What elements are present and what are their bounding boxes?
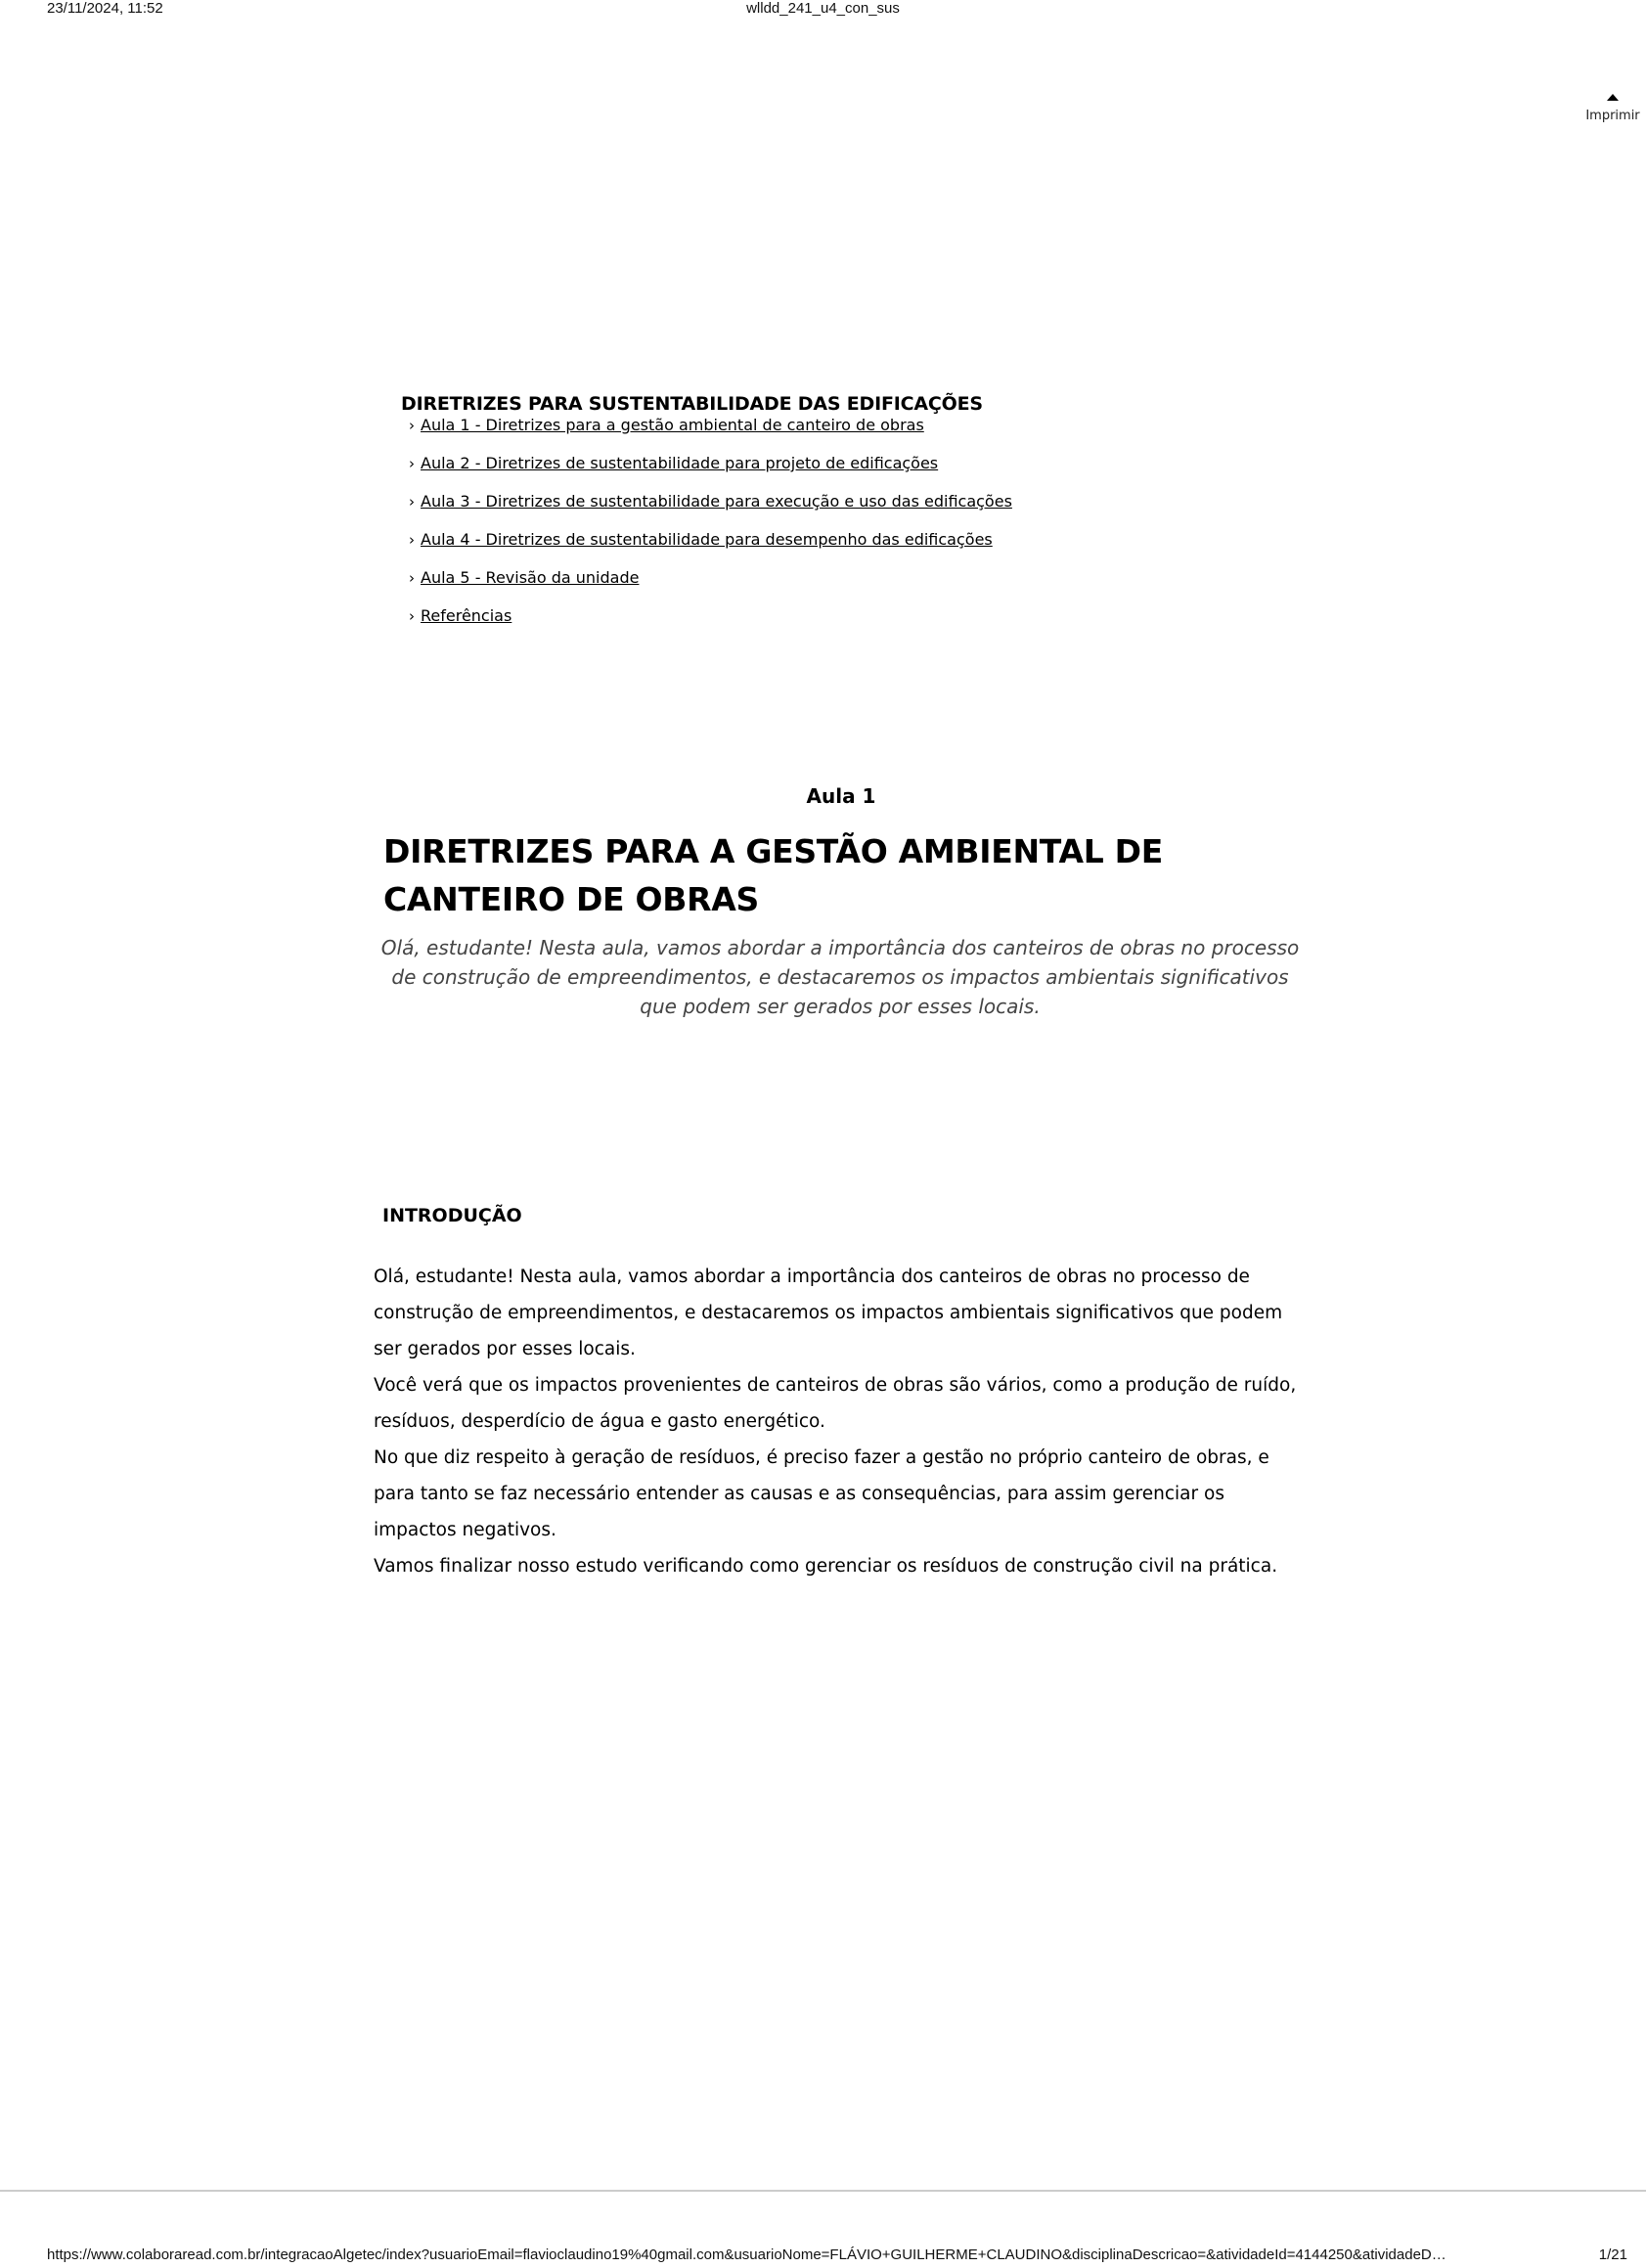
- table-of-contents: [401, 393, 1183, 643]
- toc-item: [409, 417, 1183, 452]
- body-paragraph: No que diz respeito à geração de resíduos, é preciso fazer a gestão no próprio canteiro de obras, e para tanto se faz necessário entender as causas e as consequências, para assim gerenciar os impactos negativos.: [374, 1447, 1269, 1540]
- lesson-intro: Olá, estudante! Nesta aula, vamos abordar a importância dos canteiros de obras no processo de construção de empreendimentos, e destacaremos os impactos ambientais significativos que podem ser gerados por esses locais.: [380, 936, 1300, 1018]
- toc-link-aula-1[interactable]: Aula 1 - Diretrizes para a gestão ambiental de canteiro de obras: [421, 416, 924, 434]
- toc-link-referencias[interactable]: Referências: [421, 606, 512, 625]
- print-button[interactable]: [1577, 94, 1646, 123]
- print-button-label: Imprimir: [1585, 109, 1640, 123]
- print-header-datetime: 23/11/2024, 11:52: [47, 0, 163, 17]
- chevron-right-icon: ›: [409, 417, 415, 434]
- toc-item: [409, 452, 1183, 490]
- toc-link-aula-3[interactable]: Aula 3 - Diretrizes de sustentabilidade para execução e uso das edificações: [421, 492, 1012, 511]
- print-footer-url: https://www.colaboraread.com.br/integracaoAlgetec/index?usuarioEmail=flavioclaudino19%40gmail.com&usuarioNome=FLÁVIO+GUILHERME+CLAUDINO&disciplinaDescricao=&atividadeId=4144250&atividadeD…: [47, 2246, 1446, 2263]
- toc-item: [409, 490, 1183, 528]
- chevron-right-icon: ›: [409, 455, 415, 472]
- section-heading-introducao: INTRODUÇÃO: [382, 1205, 522, 1226]
- lesson-title: DIRETRIZES PARA A GESTÃO AMBIENTAL DE CANTEIRO DE OBRAS: [383, 832, 1163, 918]
- toc-link-aula-2[interactable]: Aula 2 - Diretrizes de sustentabilidade para projeto de edificações: [421, 454, 939, 472]
- body-paragraph: Olá, estudante! Nesta aula, vamos abordar a importância dos canteiros de obras no processo de construção de empreendimentos, e destacaremos os impactos ambientais significativos que podem ser gerados por esses locais.: [374, 1267, 1283, 1359]
- toc-item: [409, 566, 1183, 604]
- toc-title: DIRETRIZES PARA SUSTENTABILIDADE DAS EDIFICAÇÕES: [401, 393, 983, 415]
- body-paragraph: Vamos finalizar nosso estudo verificando como gerenciar os resíduos de construção civil na prática.: [374, 1556, 1278, 1577]
- chevron-right-icon: ›: [409, 607, 415, 625]
- chevron-right-icon: ›: [409, 531, 415, 549]
- toc-link-aula-5[interactable]: Aula 5 - Revisão da unidade: [421, 568, 640, 587]
- toc-item: [409, 604, 1183, 643]
- chevron-right-icon: ›: [409, 493, 415, 511]
- introduction-body: [374, 1259, 1312, 1584]
- toc-item: [409, 528, 1183, 566]
- body-paragraph: Você verá que os impactos provenientes de canteiros de obras são vários, como a produção de ruído, resíduos, desperdício de água e gasto energético.: [374, 1375, 1297, 1432]
- print-footer-page-number: 1/21: [1598, 2246, 1627, 2263]
- lesson-number: Aula 1: [806, 784, 876, 808]
- chevron-right-icon: ›: [409, 569, 415, 587]
- footer-divider: [0, 2190, 1646, 2192]
- toc-list: [401, 417, 1183, 643]
- toc-link-aula-4[interactable]: Aula 4 - Diretrizes de sustentabilidade para desempenho das edificações: [421, 530, 993, 549]
- print-header-doc-title: wlldd_241_u4_con_sus: [746, 0, 900, 17]
- triangle-up-icon: [1607, 94, 1619, 101]
